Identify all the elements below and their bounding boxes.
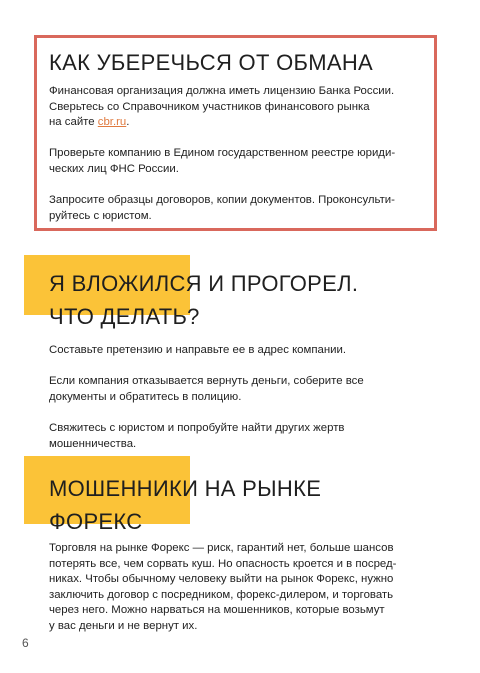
burned-para-claim: Составьте претензию и направьте ее в адрес компании.	[49, 344, 347, 356]
warning-para-registry: Проверьте компанию в Едином государственном реестре юриди- ческих лиц ФНС России.	[49, 147, 396, 175]
warning-para-documents: Запросите образцы договоров, копии документов. Проконсульти- руйтесь с юристом.	[49, 194, 395, 222]
forex-para: Торговля на рынке Форекс — риск, гарантий нет, больше шансов потерять все, чем сорвать куш. Но опасность кроется и в посред- никах. Чтобы обычному человеку выйти на рынок Форекс, нужно заключить договор с посредником, форекс-дилером, и торговать через него. Можно нарваться на мошенников, которые возьмут у вас деньги и не вернут их.	[49, 542, 397, 632]
burned-para-lawyer: Свяжитесь с юристом и попробуйте найти других жертв мошенничества.	[49, 421, 345, 450]
section-forex-title: МОШЕННИКИ НА РЫНКЕ ФОРЕКС	[49, 476, 322, 534]
section-burned-body	[49, 343, 439, 468]
warning-box-title: КАК УБЕРЕЧЬСЯ ОТ ОБМАНА	[49, 50, 374, 75]
burned-para-police: Если компания отказывается вернуть деньги, соберите все документы и обратитесь в полицию.	[49, 375, 364, 403]
section-burned-title: Я ВЛОЖИЛСЯ И ПРОГОРЕЛ. ЧТО ДЕЛАТЬ?	[49, 271, 359, 329]
section-forex-body	[49, 541, 439, 650]
cbr-link[interactable]: cbr.ru	[97, 116, 127, 129]
warning-para-license: Финансовая организация должна иметь лицензию Банка России. Сверьтесь со Справочником участников финансового рынка на сайте cbr.ru.	[49, 85, 395, 129]
warning-box-body	[49, 84, 429, 240]
page-number: 6	[22, 636, 29, 650]
